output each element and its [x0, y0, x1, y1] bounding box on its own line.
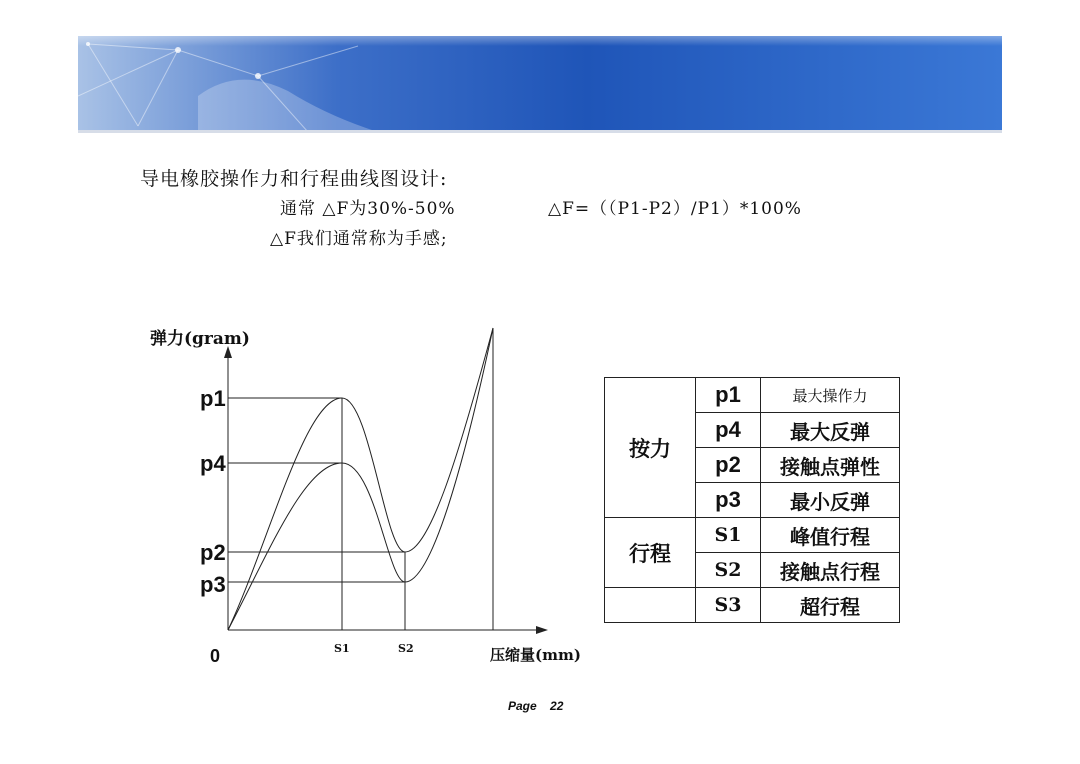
table-row: [605, 588, 900, 623]
x-tick-s2: S2: [398, 642, 414, 655]
row-description: 最大反弹: [761, 413, 900, 448]
group-empty: [605, 588, 696, 623]
y-tick-p3: p3: [200, 572, 226, 597]
row-description: 最大操作力: [761, 378, 900, 413]
table-row: [605, 378, 900, 413]
y-tick-p2: p2: [200, 540, 226, 565]
force-stroke-chart: [140, 310, 590, 680]
row-symbol: p3: [696, 483, 761, 518]
slide-heading: 导电橡胶操作力和行程曲线图设计:: [140, 168, 448, 190]
row-symbol: S3: [696, 588, 761, 623]
row-symbol: p2: [696, 448, 761, 483]
y-axis-label: 弹力(gram): [150, 329, 250, 349]
x-axis-label: 压缩量(mm): [490, 646, 581, 664]
row-description: 峰值行程: [761, 518, 900, 553]
parameter-table: [604, 377, 900, 623]
note-text: △F我们通常称为手感;: [270, 229, 448, 249]
row-symbol: S1: [696, 518, 761, 553]
origin-label: 0: [210, 646, 221, 666]
group-stroke: 行程: [605, 518, 696, 588]
banner-network-graphic: [78, 36, 1002, 132]
table-row: [605, 518, 900, 553]
page-number: Page 22: [508, 699, 564, 713]
x-tick-s1: S1: [334, 642, 350, 655]
banner-underline: [78, 130, 1002, 133]
formula-text: △F=（（P1-P2）/P1）*100%: [548, 199, 802, 219]
header-banner: [78, 36, 1002, 132]
curve-press: [228, 328, 493, 630]
typical-range-text: 通常 △F为30%-50%: [280, 199, 456, 219]
row-symbol: p1: [696, 378, 761, 413]
y-tick-p1: p1: [200, 386, 226, 411]
row-symbol: p4: [696, 413, 761, 448]
x-axis-arrow: [536, 626, 548, 634]
row-description: 接触点弹性: [761, 448, 900, 483]
row-description: 接触点行程: [761, 553, 900, 588]
group-force: 按力: [605, 378, 696, 518]
row-description: 超行程: [761, 588, 900, 623]
y-tick-p4: p4: [200, 451, 226, 476]
row-symbol: S2: [696, 553, 761, 588]
curve-return: [228, 328, 493, 630]
row-description: 最小反弹: [761, 483, 900, 518]
